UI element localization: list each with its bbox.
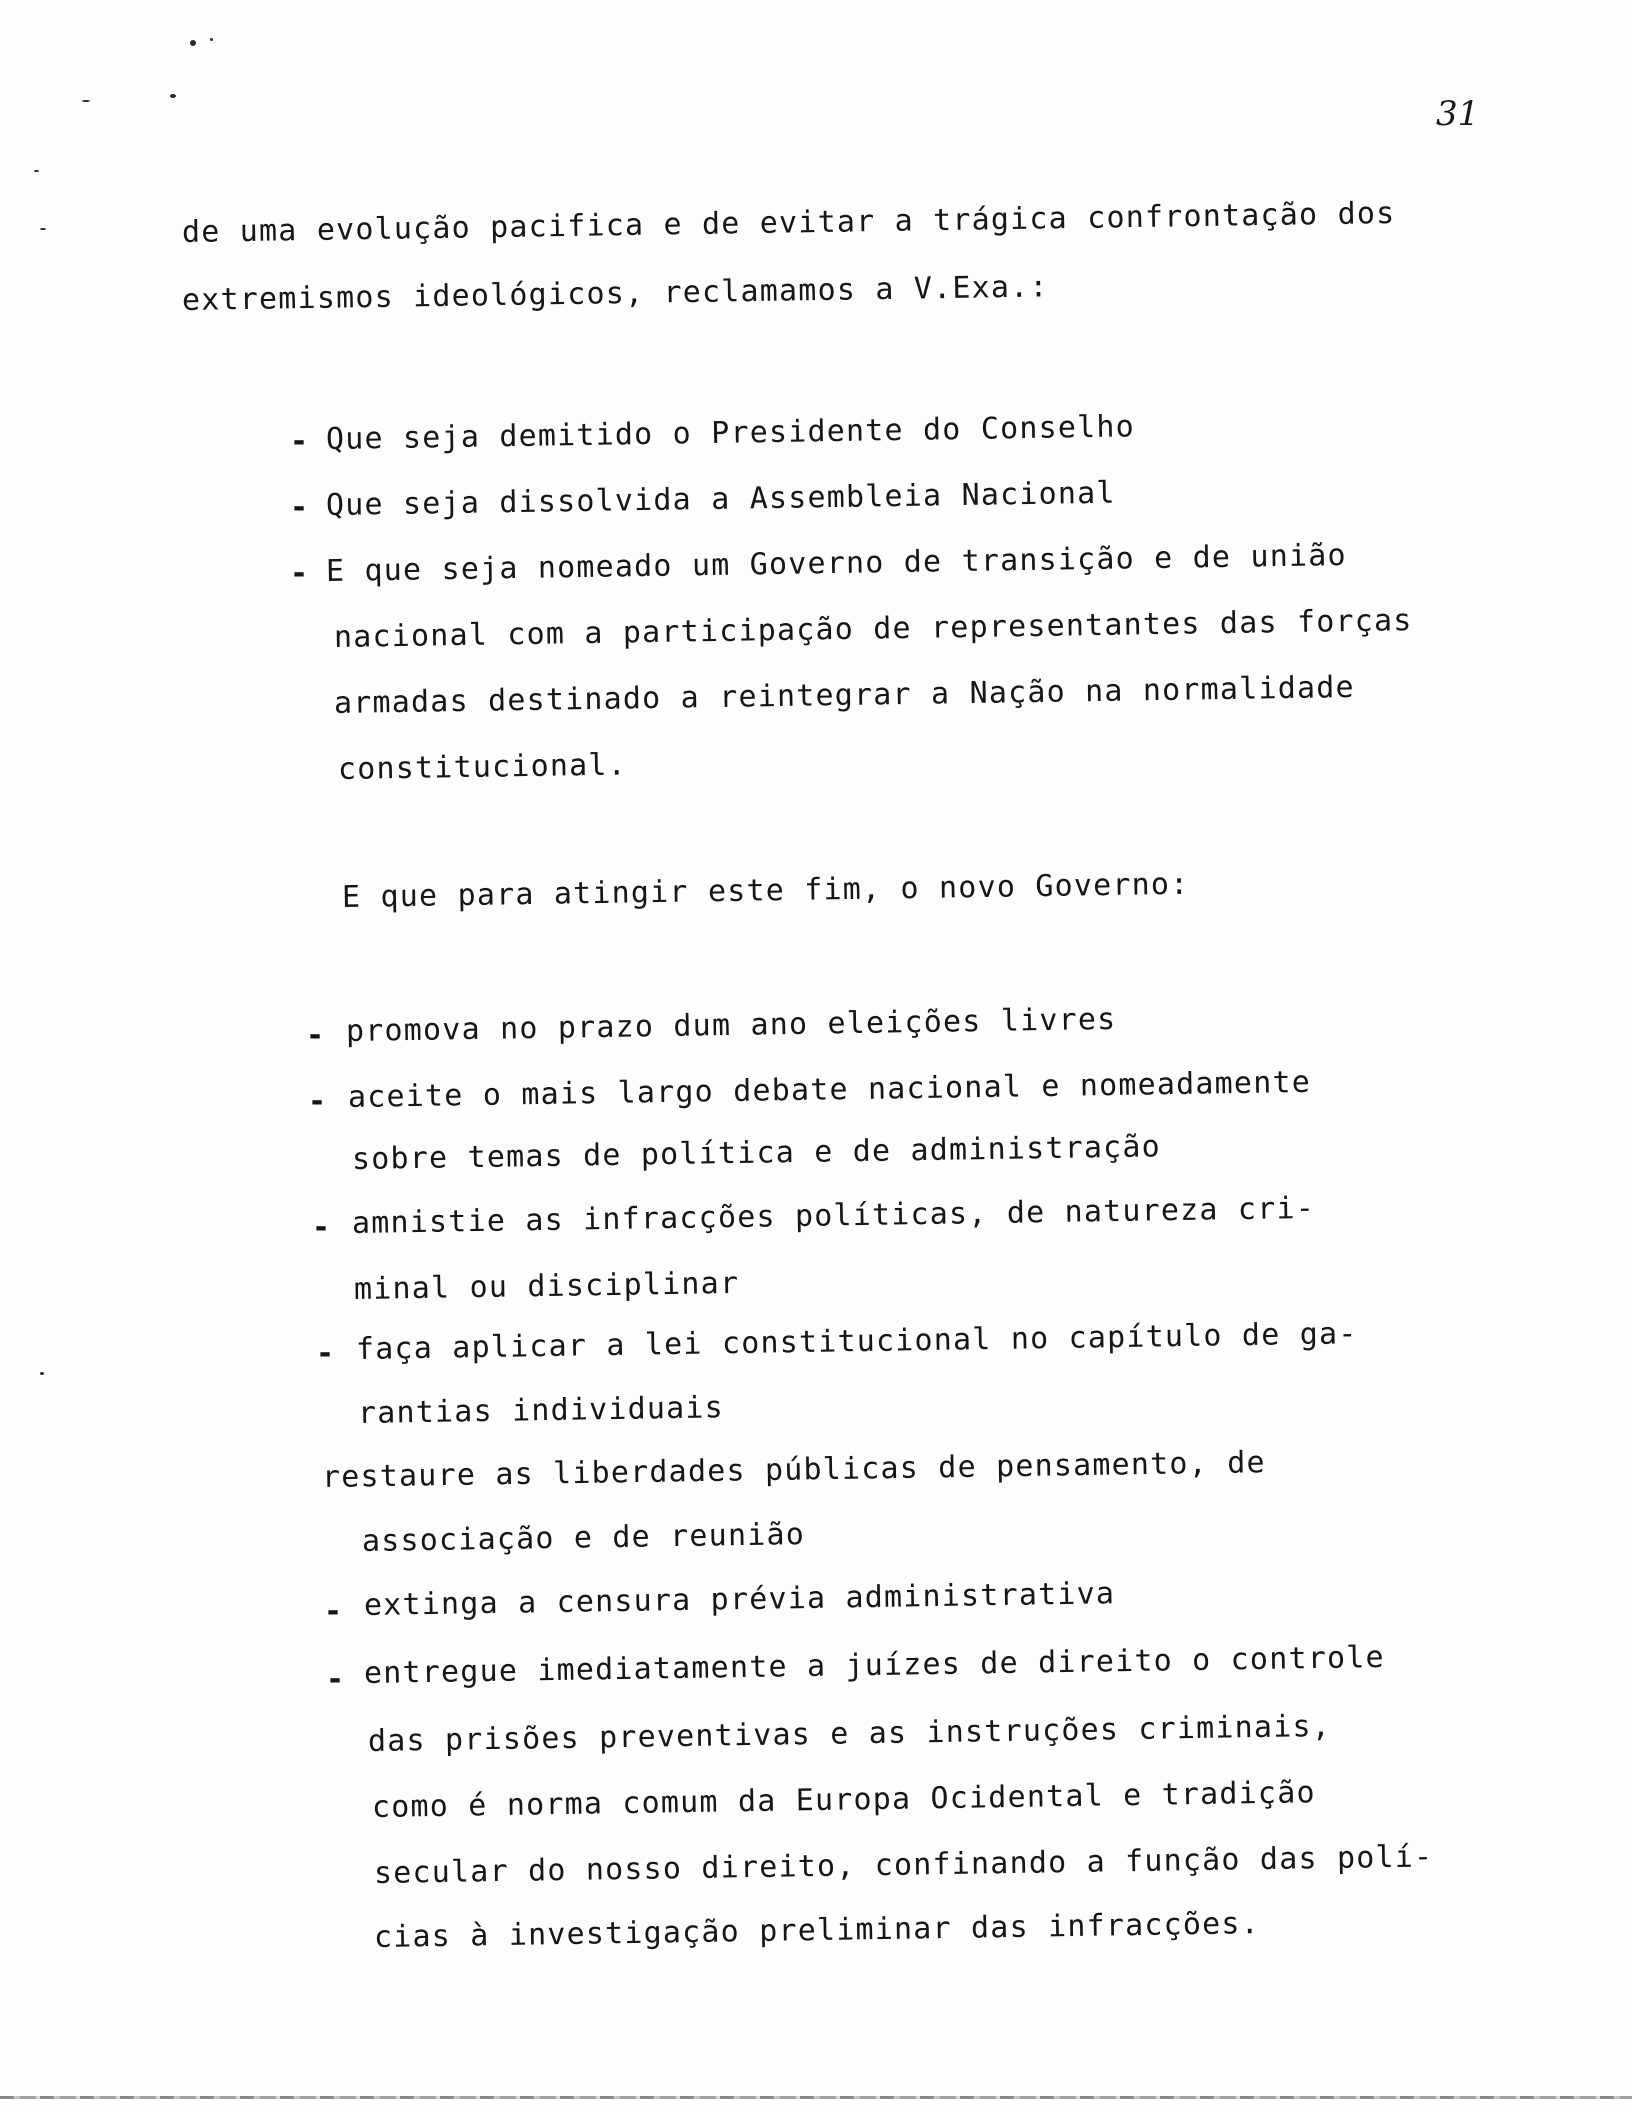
measure-line: faça aplicar a lei constitucional no capítulo de ga- — [355, 1316, 1358, 1367]
demand-line: constitucional. — [337, 747, 628, 787]
bullet-dash: - — [290, 490, 309, 525]
bullet-dash: - — [316, 1336, 335, 1371]
bullet-dash: - — [290, 556, 309, 591]
measure-line: cias à investigação preliminar das infracções. — [373, 1906, 1261, 1955]
measure-line: sobre temas de política e de administração — [351, 1129, 1162, 1177]
scan-speck — [34, 170, 39, 172]
scan-speck — [40, 1372, 44, 1375]
scan-speck — [170, 94, 176, 98]
intro-line: extremismos ideológicos, reclamamos a V.Exa.: — [181, 269, 1049, 318]
measure-line: amnistie as infracções políticas, de natureza cri- — [351, 1190, 1316, 1241]
measure-line: restaure as liberdades públicas de pensamento, de — [321, 1445, 1266, 1495]
bullet-dash: - — [324, 1594, 343, 1629]
bullet-dash: - — [306, 1018, 325, 1053]
measure-line: entregue imediatamente a juízes de direito o controle — [363, 1639, 1386, 1691]
measure-line: das prisões preventivas e as instruções criminais, — [367, 1708, 1332, 1759]
measure-line: como é norma comum da Europa Ocidental e tradição — [371, 1775, 1316, 1825]
intro-line: de uma evolução pacifica e de evitar a trágica confrontação dos — [181, 195, 1396, 250]
bullet-dash: - — [290, 424, 309, 459]
demand-line: Que seja dissolvida a Assembleia Nacional — [325, 475, 1116, 523]
measure-line: rantias individuais — [357, 1390, 725, 1431]
measure-line: extinga a censura prévia administrativa — [363, 1576, 1116, 1623]
measure-line: associação e de reunião — [361, 1517, 806, 1559]
bullet-dash: - — [312, 1210, 331, 1245]
measure-line: aceite o mais largo debate nacional e nomeadamente — [347, 1064, 1312, 1115]
demand-line: armadas destinado a reintegrar a Nação na normalidade — [333, 669, 1356, 721]
scan-speck — [82, 100, 90, 102]
bullet-dash: - — [308, 1084, 327, 1119]
measure-line: promova no prazo dum ano eleições livres — [345, 1001, 1117, 1049]
measure-line: minal ou disciplinar — [353, 1265, 740, 1307]
demand-line: E que seja nomeado um Governo de transição e de união — [325, 537, 1348, 589]
scan-bottom-edge — [0, 2096, 1632, 2099]
scan-speck — [40, 228, 46, 230]
bullet-dash: - — [326, 1662, 345, 1697]
demand-line: Que seja demitido o Presidente do Conselho — [325, 409, 1136, 457]
transition-line: E que para atingir este fim, o novo Governo: — [341, 866, 1190, 915]
measure-line: secular do nosso direito, confinando a função das polí- — [373, 1839, 1434, 1891]
demand-line: nacional com a participação de representantes das forças — [333, 603, 1413, 655]
scan-speck — [190, 40, 196, 46]
page-number: 31 — [1436, 94, 1480, 134]
scan-speck — [210, 38, 213, 41]
